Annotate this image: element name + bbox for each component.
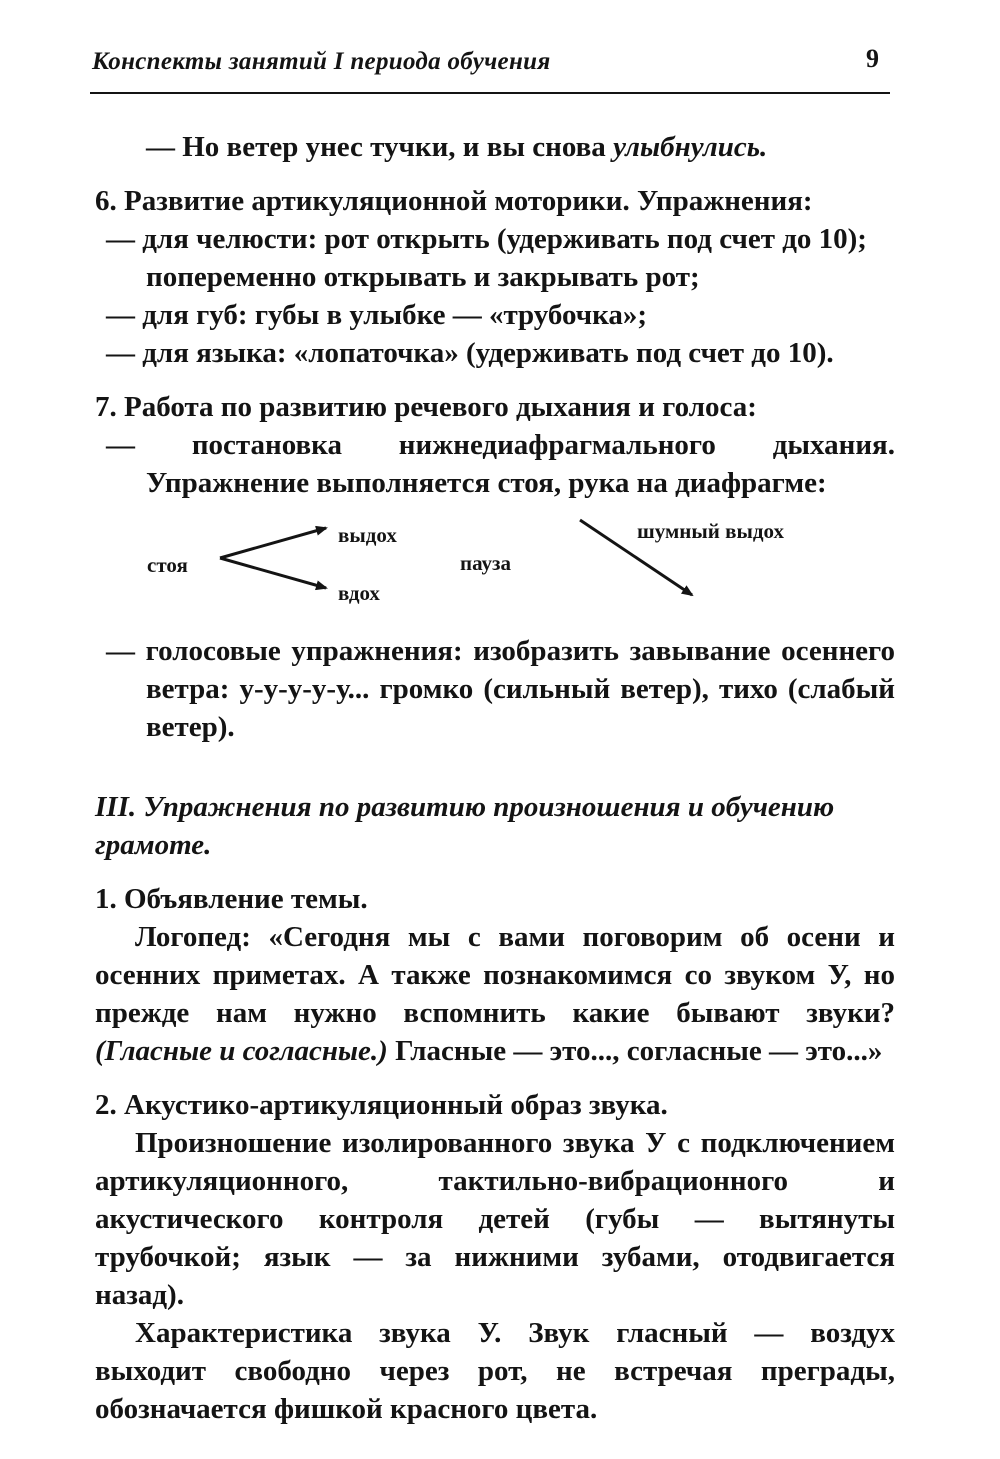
item7-title: 7. Работа по развитию речевого дыхания и голоса: <box>95 391 757 423</box>
section-3-title: III. Упражнения по развитию произношения и обучению грамоте. <box>95 791 835 861</box>
label-exhale: выдох <box>338 523 397 547</box>
item7-bullet-breathing: — постановка нижнедиафрагмального дыхания. Упражнение выполняется стоя, рука на диафрагме: <box>106 429 895 499</box>
running-header: Конспекты занятий I периода обучения <box>92 48 551 75</box>
intro-line: — Но ветер унес тучки, и вы снова улыбнулись. <box>146 131 768 163</box>
s1-title: 1. Объявление темы. <box>95 883 368 915</box>
s1-emphasis: (Гласные и согласные.) <box>95 1035 388 1067</box>
item6-bullet-jaw: — для челюсти: рот открыть (удерживать под счет до 10); попеременно открывать и закрывать рот; <box>106 223 867 293</box>
s2-title: 2. Акустико-артикуляционный образ звука. <box>95 1089 668 1121</box>
label-inhale: вдох <box>338 581 380 605</box>
page-number: 9 <box>866 44 879 73</box>
page-body <box>95 128 895 1428</box>
header-divider <box>90 92 890 94</box>
s2-paragraph-1: Произношение изолированного звука У с подключением артикуляционного, тактильно-вибрационного и акустического контроля детей (губы — вытянуты трубочкой; язык — за нижними зубами, отодвигается назад). <box>95 1127 895 1311</box>
item6-title: 6. Развитие артикуляционной моторики. Упражнения: <box>95 185 813 217</box>
item7-bullet-voice: — голосовые упражнения: изобразить завывание осеннего ветра: у-у-у-у-у... громко (сильный ветер), тихо (слабый ветер). <box>106 635 895 743</box>
label-stand: стоя <box>147 553 188 577</box>
label-noisy-exhale: шумный выдох <box>637 519 784 543</box>
arrow-to-inhale <box>220 558 326 588</box>
item6-bullet-tongue: — для языка: «лопаточка» (удерживать под счет до 10). <box>106 337 834 369</box>
breathing-diagram <box>95 502 895 632</box>
intro-emphasis: улыбнулись. <box>613 131 768 163</box>
label-pause: пауза <box>460 551 511 575</box>
item6-bullet-lips: — для губ: губы в улыбке — «трубочка»; <box>106 299 648 331</box>
s2-paragraph-2: Характеристика звука У. Звук гласный — воздух выходит свободно через рот, не встречая преграды, обозначается фишкой красного цвета. <box>95 1317 895 1425</box>
arrow-to-exhale <box>220 528 326 558</box>
s1-paragraph: Логопед: «Сегодня мы с вами поговорим об осени и осенних приметах. А также познакомимся со звуком У, но прежде нам нужно вспомнить какие бывают звуки? (Гласные и согласные.) Гласные — это..., согласные — это...» <box>95 921 895 1067</box>
